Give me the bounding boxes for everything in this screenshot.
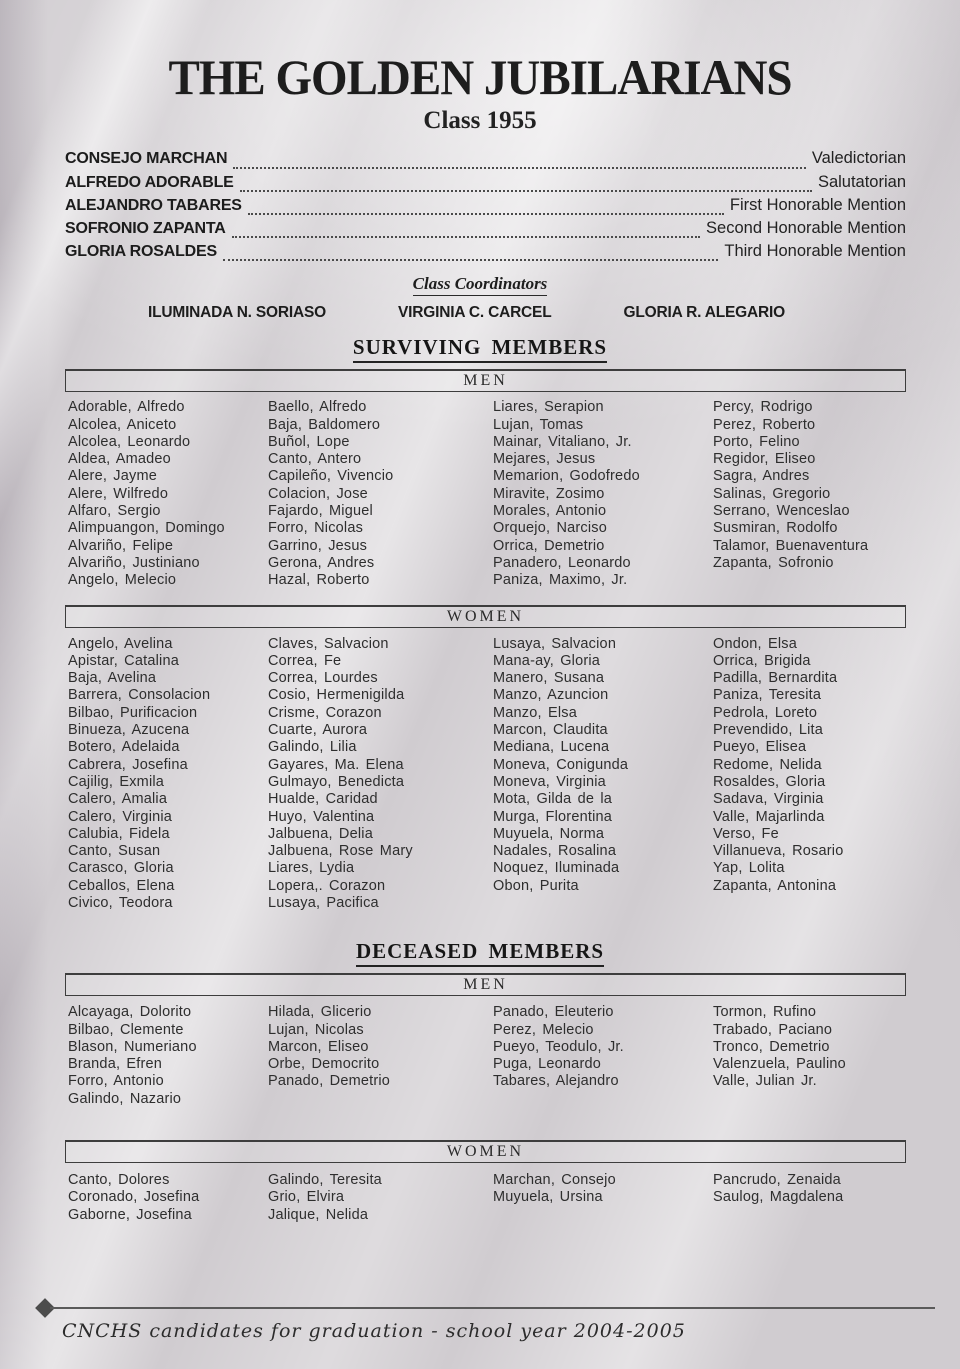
member-name: Prevendido, Lita [713,722,823,739]
member-name: Moneva, Virginia [493,773,606,790]
page-title: THE GOLDEN JUBILARIANS [168,50,792,106]
member-name: Lopera,. Corazon [268,877,386,894]
deceased-members-heading: DECEASED MEMBERS [356,939,604,967]
member-name: Bilbao, Clemente [68,1021,184,1038]
member-name: Pueyo, Teodulo, Jr. [493,1038,624,1055]
member-name: Obon, Purita [493,877,579,894]
member-name: Jalbuena, Delia [268,825,373,842]
member-name: Cosio, Hermenigilda [268,687,405,704]
member-name: Forro, Nicolas [268,520,364,537]
honoree-name: ALFREDO ADORABLE [65,173,234,191]
names-column [713,636,950,913]
member-name: Forro, Antonio [68,1073,164,1090]
member-name: Alcayaga, Dolorito [68,1004,192,1021]
dot-leader [240,190,812,192]
member-name: Botero, Adelaida [68,739,180,756]
member-name: Hazal, Roberto [268,572,370,589]
member-name: Percy, Rodrigo [713,399,813,416]
member-name: Colacion, Jose [268,485,368,502]
group-label: MEN [463,976,508,994]
honor-title: Salutatorian [817,172,906,191]
member-name: Manero, Susana [493,670,605,687]
member-name: Pueyo, Elisea [713,739,807,756]
page-subtitle: Class 1955 [423,107,537,135]
member-name: Civico, Teodora [68,895,173,911]
footer-line [50,1307,935,1309]
member-name: Susmiran, Rodolfo [713,520,838,537]
member-name: Canto, Susan [68,843,161,860]
names-column [713,399,950,589]
member-name: Angelo, Melecio [68,572,177,589]
member-name: Calubia, Fidela [68,825,170,842]
member-name: Saulog, Magdalena [713,1189,844,1206]
member-name: Fajardo, Miguel [268,503,373,520]
member-name: Manzo, Elsa [493,704,577,721]
member-name: Apistar, Catalina [68,652,179,669]
member-name: Alere, Jayme [68,468,158,485]
names-column [493,1172,713,1224]
names-column [68,636,268,913]
member-name: Hilada, Glicerio [268,1004,372,1021]
names-column [493,636,713,913]
member-name: Alfaro, Sergio [68,503,161,520]
honor-row [65,149,906,172]
member-name: Lujan, Tomas [493,416,584,433]
member-name: Calero, Virginia [68,808,173,825]
member-name: Orrica, Demetrio [493,537,605,554]
deceased-men-list [68,1004,950,1108]
member-name: Lujan, Nicolas [268,1021,364,1038]
member-name: Aldea, Amadeo [68,451,171,468]
member-name: Noquez, Iluminada [493,860,620,877]
member-name: Grio, Elvira [268,1189,345,1206]
member-name: Orrica, Brigida [713,652,811,669]
member-name: Orbe, Democrito [268,1056,380,1073]
member-name: Panadero, Leonardo [493,554,631,571]
member-name: Perez, Roberto [713,416,816,433]
member-name: Gayares, Ma. Elena [268,756,404,773]
member-name: Panado, Demetrio [268,1073,391,1090]
names-column [493,1004,713,1108]
member-name: Canto, Antero [268,451,362,468]
member-name: Claves, Salvacion [268,635,389,652]
member-name: Puga, Leonardo [493,1056,601,1073]
names-column [268,399,493,589]
dot-leader [223,259,718,261]
names-column [713,1004,950,1108]
member-name: Lusaya, Pacifica [268,895,379,911]
member-name: Mejares, Jesus [493,451,596,468]
member-name: Yap, Lolita [713,860,785,877]
deceased-women-list [68,1172,950,1224]
member-name: Ondon, Elsa [713,635,797,652]
member-name: Orquejo, Narciso [493,520,607,537]
member-name: Paniza, Maximo, Jr. [493,572,628,589]
member-name: Morales, Antonio [493,503,607,520]
surviving-men-list [68,399,950,589]
member-name: Jalbuena, Rose Mary [268,843,413,860]
member-name: Lusaya, Salvacion [493,635,617,652]
member-name: Jalique, Nelida [268,1206,369,1223]
names-column [713,1172,950,1224]
member-name: Paniza, Teresita [713,687,822,704]
honor-title: First Honorable Mention [729,195,906,214]
coordinators-heading: Class Coordinators [413,274,548,296]
dot-leader [248,213,724,215]
deceased-women-header [65,1140,906,1163]
names-column [493,399,713,589]
member-name: Crisme, Corazon [268,704,382,721]
member-name: Valenzuela, Paulino [713,1056,846,1073]
member-name: Memarion, Godofredo [493,468,640,485]
member-name: Talamor, Buenaventura [713,537,869,554]
member-name: Mana-ay, Gloria [493,652,601,669]
member-name: Sagra, Andres [713,468,810,485]
member-name: Liares, Lydia [268,860,355,877]
group-label: WOMEN [446,607,525,625]
member-name: Buñol, Lope [268,433,350,450]
member-name: Alcolea, Leonardo [68,433,191,450]
member-name: Cabrera, Josefina [68,756,188,773]
member-name: Manzo, Azuncion [493,687,609,704]
honoree-name: CONSEJO MARCHAN [65,150,228,168]
member-name: Perez, Melecio [493,1021,594,1038]
member-name: Bilbao, Purificacion [68,704,198,721]
member-name: Galindo, Teresita [268,1172,382,1189]
footer-caption: CNCHS candidates for graduation - school year 2004-2005 [62,1320,686,1342]
dot-leader [232,236,700,238]
member-name: Cajilig, Exmila [68,773,165,790]
member-name: Gerona, Andres [268,554,375,571]
member-name: Rosaldes, Gloria [713,773,826,790]
member-name: Miravite, Zosimo [493,485,605,502]
member-name: Garrino, Jesus [268,537,368,554]
honor-row [65,219,906,242]
member-name: Tronco, Demetrio [713,1038,830,1055]
member-name: Valle, Majarlinda [713,808,825,825]
member-name: Zapanta, Sofronio [713,554,834,571]
member-name: Alere, Wilfredo [68,485,169,502]
names-column [68,399,268,589]
member-name: Binueza, Azucena [68,722,190,739]
member-name: Moneva, Conigunda [493,756,629,773]
member-name: Branda, Efren [68,1056,163,1073]
member-name: Alimpuangon, Domingo [68,520,225,537]
member-name: Gulmayo, Benedicta [268,773,405,790]
honor-row [65,242,906,265]
member-name: Muyuela, Norma [493,825,605,842]
names-column [268,636,493,913]
names-column [268,1004,493,1108]
surviving-women-list [68,636,950,913]
member-name: Baello, Alfredo [268,399,367,416]
member-name: Tabares, Alejandro [493,1073,619,1090]
member-name: Barrera, Consolacion [68,687,211,704]
member-name: Salinas, Gregorio [713,485,831,502]
names-column [268,1172,493,1224]
member-name: Ceballos, Elena [68,877,175,894]
coordinators-row [148,304,785,322]
member-name: Valle, Julian Jr. [713,1073,817,1090]
member-name: Baja, Baldomero [268,416,381,433]
member-name: Tormon, Rufino [713,1004,817,1021]
member-name: Padilla, Bernardita [713,670,838,687]
member-name: Marchan, Consejo [493,1172,616,1189]
member-name: Sadava, Virginia [713,791,824,808]
group-label: WOMEN [446,1143,525,1161]
honor-title: Second Honorable Mention [706,218,906,237]
member-name: Angelo, Avelina [68,635,173,652]
member-name: Coronado, Josefina [68,1189,200,1206]
coordinator-name: VIRGINIA C. CARCEL [398,304,552,322]
member-name: Calero, Amalia [68,791,168,808]
member-name: Alcolea, Aniceto [68,416,177,433]
member-name: Murga, Florentina [493,808,613,825]
member-name: Capileño, Vivencio [268,468,394,485]
member-name: Galindo, Lilia [268,739,357,756]
member-name: Canto, Dolores [68,1172,170,1189]
honor-title: Third Honorable Mention [724,242,906,261]
surviving-members-heading: SURVIVING MEMBERS [353,335,607,363]
surviving-women-header [65,605,906,628]
member-name: Alvariño, Justiniano [68,554,200,571]
member-name: Serrano, Wenceslao [713,503,850,520]
coordinator-name: ILUMINADA N. SORIASO [148,304,326,322]
member-name: Cuarte, Aurora [268,722,368,739]
member-name: Marcon, Eliseo [268,1038,369,1055]
member-name: Villanueva, Rosario [713,843,844,860]
deceased-men-header [65,973,906,996]
member-name: Hualde, Caridad [268,791,378,808]
member-name: Porto, Felino [713,433,800,450]
member-name: Alvariño, Felipe [68,537,174,554]
member-name: Adorable, Alfredo [68,399,185,416]
names-column [68,1004,268,1108]
member-name: Pancrudo, Zenaida [713,1172,841,1189]
honor-row [65,173,906,196]
names-column [68,1172,268,1224]
member-name: Muyuela, Ursina [493,1189,603,1206]
footer-rule [0,1300,960,1316]
honoree-name: ALEJANDRO TABARES [65,196,242,214]
member-name: Redome, Nelida [713,756,822,773]
member-name: Panado, Eleuterio [493,1004,614,1021]
member-name: Zapanta, Antonina [713,877,837,894]
honor-title: Valedictorian [811,149,906,168]
member-name: Huyo, Valentina [268,808,375,825]
coordinator-name: GLORIA R. ALEGARIO [623,304,785,322]
footer [0,1300,960,1342]
member-name: Correa, Fe [268,652,342,669]
group-label: MEN [463,372,508,390]
member-name: Regidor, Eliseo [713,451,816,468]
honor-row [65,196,906,219]
member-name: Carasco, Gloria [68,860,174,877]
member-name: Marcon, Claudita [493,722,608,739]
honor-roll [65,149,906,265]
honoree-name: GLORIA ROSALDES [65,243,217,261]
member-name: Pedrola, Loreto [713,704,818,721]
dot-leader [233,167,805,169]
member-name: Verso, Fe [713,825,779,842]
member-name: Blason, Numeriano [68,1038,197,1055]
member-name: Mota, Gilda de la [493,791,613,808]
member-name: Mainar, Vitaliano, Jr. [493,433,632,450]
member-name: Galindo, Nazario [68,1090,182,1107]
honoree-name: SOFRONIO ZAPANTA [65,219,226,237]
surviving-men-header [65,369,906,392]
member-name: Mediana, Lucena [493,739,610,756]
member-name: Correa, Lourdes [268,670,378,687]
member-name: Liares, Serapion [493,399,604,416]
member-name: Nadales, Rosalina [493,843,617,860]
member-name: Baja, Avelina [68,670,157,687]
member-name: Trabado, Paciano [713,1021,833,1038]
member-name: Gaborne, Josefina [68,1206,192,1223]
